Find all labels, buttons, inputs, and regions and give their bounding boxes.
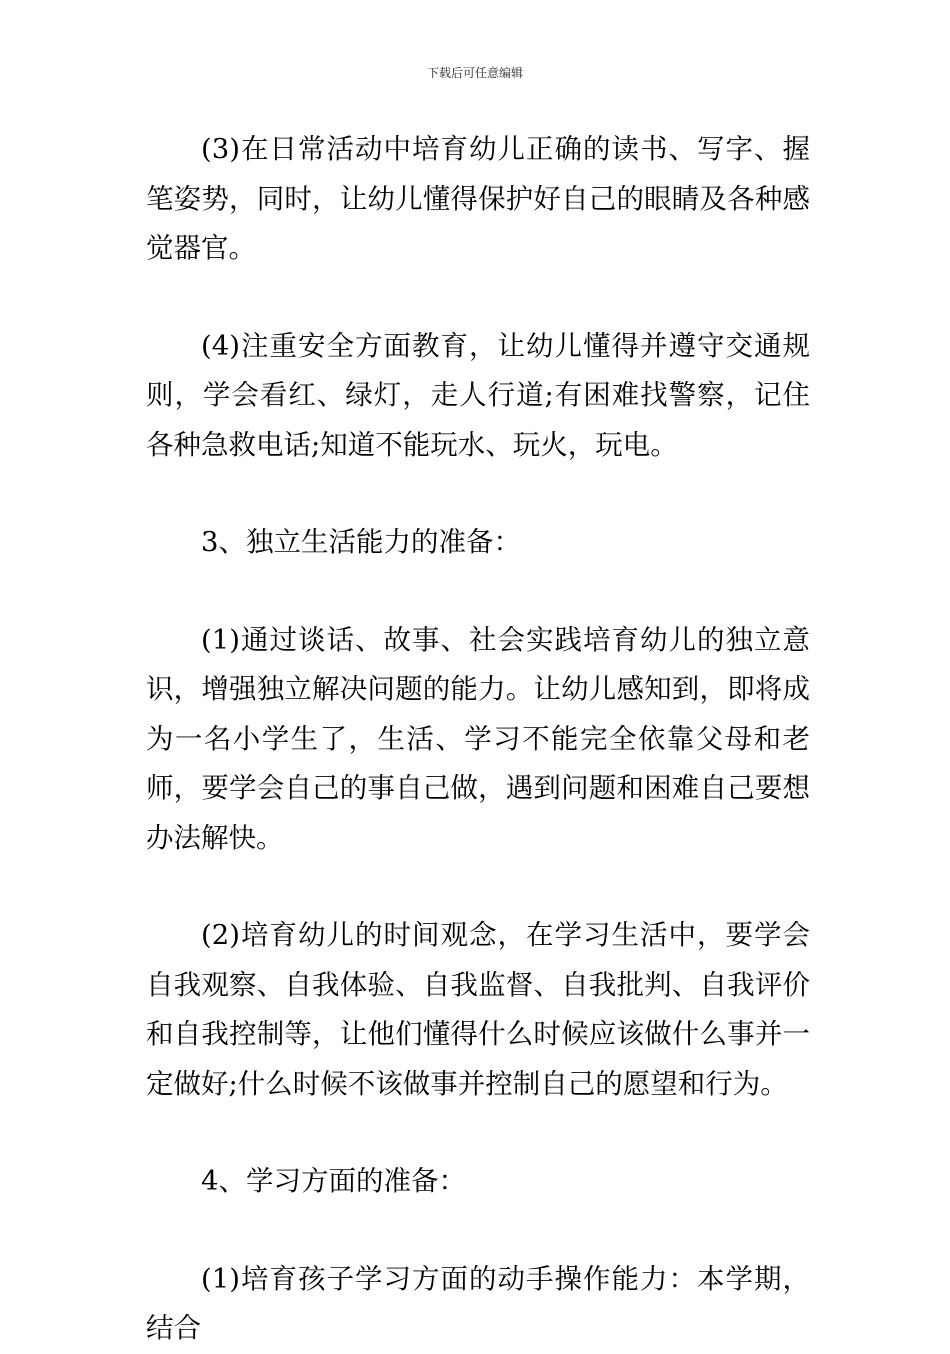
paragraph-3-posture: (3)在日常活动中培育幼儿正确的读书、写字、握笔姿势，同时，让幼儿懂得保护好自己的眼睛及各种感觉器官。 [146, 133, 810, 264]
page-header: 下载后可任意编辑 [426, 66, 523, 80]
paragraph-1-hands-on: (1)培育孩子学习方面的动手操作能力：本学期，结合 [146, 1262, 810, 1344]
section-heading-learning: 4、学习方面的准备： [201, 1165, 466, 1197]
paragraph-4-safety: (4)注重安全方面教育，让幼儿懂得并遵守交通规则，学会看红、绿灯，走人行道;有困难找警察，记住各种急救电话;知道不能玩水、玩火，玩电。 [146, 329, 810, 461]
section-heading-independent-living: 3、独立生活能力的准备： [201, 526, 521, 558]
document-body [146, 125, 810, 1354]
paragraph-2-time-awareness: (2)培育幼儿的时间观念，在学习生活中，要学会自我观察、自我体验、自我监督、自我批判、自我评价和自我控制等，让他们懂得什么时候应该做什么事并一定做好;什么时候不该做事并控制自己的愿望和行为。 [146, 919, 810, 1100]
paragraph-1-independence: (1)通过谈话、故事、社会实践培育幼儿的独立意识，增强独立解决问题的能力。让幼儿感知到，即将成为一名小学生了，生活、学习不能完全依靠父母和老师，要学会自己的事自己做，遇到问题和困难自己要想办法解快。 [146, 623, 810, 854]
